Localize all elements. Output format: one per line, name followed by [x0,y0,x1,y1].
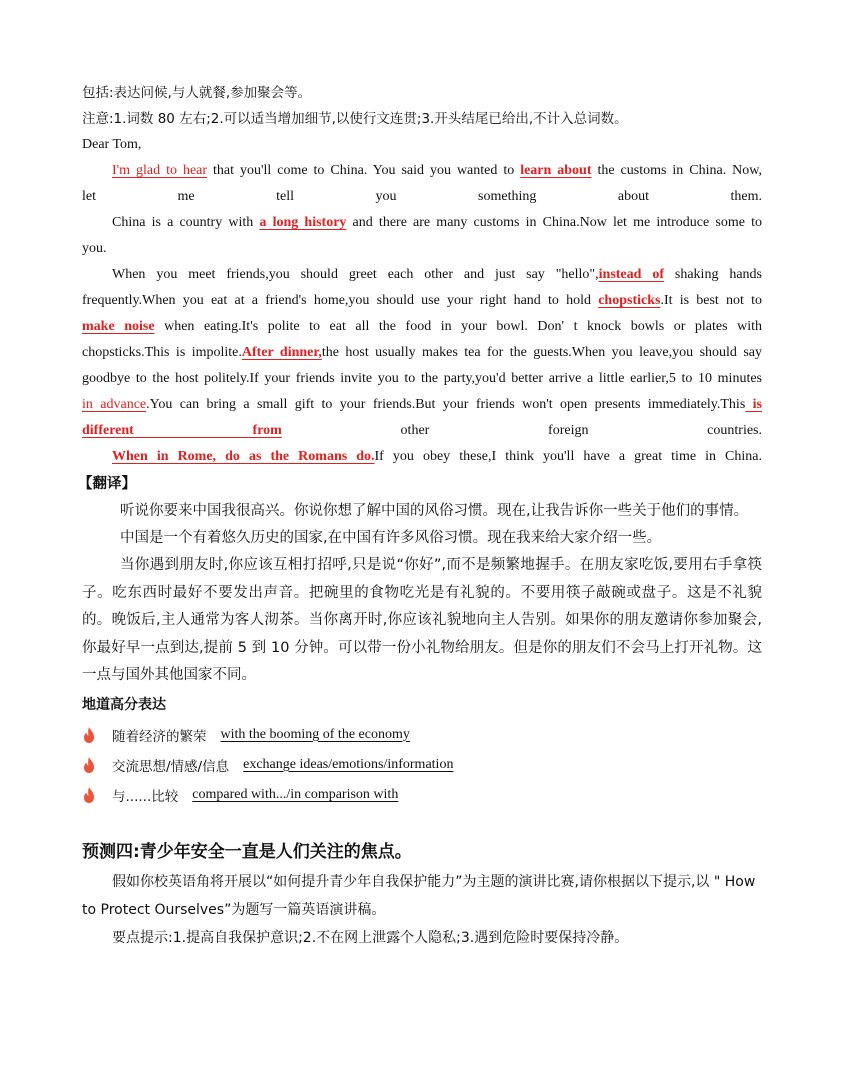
letter-paragraph-1 [82,158,762,210]
flame-icon [82,786,96,804]
translation-paragraph-3: 当你遇到朋友时,你应该互相打招呼,只是说“你好”,而不是频繁地握手。在朋友家吃饭,要用右手拿筷子。吃东西时最好不要发出声音。把碗里的食物吃光是有礼貌的。不要用筷子敲碗或盘子。这是不礼貌的。晚饭后,主人通常为客人沏茶。当你离开时,你应该礼貌地向主人告别。如果你的朋友邀请你参加聚会,你最好早一点到达,提前 5 到 10 分钟。可以带一份小礼物给朋友。但是你的朋友们不会马上打开礼物。这一点与国外其他国家不同。 [82,557,762,683]
paragraph-text: and there are many customs in China.Now let me introduce some to you. [82,215,762,256]
expression-english: with the booming of the economy [220,726,410,742]
section-heading: 预测四:青少年安全一直是人们关注的焦点。 [82,841,412,862]
letter-paragraph-3 [82,262,762,444]
translation-paragraph-2: 中国是一个有着悠久历史的国家,在中国有许多风俗习惯。现在我来给大家介绍一些。 [120,530,662,546]
paragraph-text: the customs in China. Now, let me tell you something about them. [82,163,762,204]
list-item [82,780,762,810]
translation-title: 【翻译】 [78,476,136,492]
expression-english: exchange ideas/emotions/information [243,756,454,772]
paragraph-text: the host usually makes tea for the guests.When you leave,you should say goodbye to the host politely.If your friends invite you to the party,you'd better arrive a little earlier,5 to 10 minutes [82,345,763,386]
highlight-phrase: a long history [259,215,347,230]
letter-salutation: Dear Tom, [82,137,142,152]
intro-line-2: 注意:1.词数 80 左右;2.可以适当增加细节,以使行文连贯;3.开头结尾已给出,不计入总词数。 [82,111,628,127]
expression-english: compared with.../in comparison with [192,786,399,802]
highlight-phrase: I'm glad to hear [112,163,208,178]
paragraph-text: .You can bring a small gift to your friends.But your friends won't open presents immediately.This [146,397,746,412]
intro-line-1: 包括:表达问候,与人就餐,参加聚会等。 [82,85,312,101]
highlight-phrase: After dinner, [241,345,322,360]
list-item [82,720,762,750]
paragraph-text: that you'll come to China. You said you wanted to [207,163,521,178]
letter-paragraph-2 [82,210,762,262]
flame-icon [82,756,96,774]
paragraph-text: other foreign countries. [281,423,762,438]
prediction-paragraph-1: 假如你校英语角将开展以“如何提升青少年自我保护能力”为主题的演讲比赛,请你根据以下提示,以 " How to Protect Ourselves”为题写一篇英语演讲稿。 [82,873,756,918]
paragraph-text: shaking hands frequently.When you eat at a friend's home,you should use your right hand to hold [82,267,763,308]
highlight-phrase: learn about [520,163,592,178]
paragraph-text: when eating.It's polite to eat all the food in your bowl. Don' t knock bowls or plates with chopsticks.This is impolite. [82,319,762,360]
expression-chinese: 交流思想/情感/信息 [112,758,230,775]
expression-chinese: 与......比较 [112,788,179,805]
paragraph-text: If you obey these,I think you'll have a great time in China. [374,449,762,464]
translation-paragraph-1: 听说你要来中国我很高兴。你说你想了解中国的风俗习惯。现在,让我告诉你一些关于他们的事情。 [120,503,749,519]
expressions-list [82,720,762,810]
paragraph-text: .It is best not to [660,293,762,308]
highlight-phrase: When in Rome, do as the Romans do. [112,449,375,464]
document-page [78,80,763,952]
paragraph-text: When you meet friends,you should greet each other and just say "hello", [112,267,599,282]
highlight-phrase: instead of [598,267,664,282]
expression-chinese: 随着经济的繁荣 [112,728,207,745]
flame-icon [82,726,96,744]
paragraph-text: China is a country with [112,215,260,230]
highlight-phrase: chopsticks [598,293,661,308]
highlight-phrase: is different from [82,397,762,438]
highlight-phrase: in advance [82,397,147,412]
letter-paragraph-4 [82,444,762,470]
highlight-phrase: make noise [82,319,155,334]
prediction-paragraph-2: 要点提示:1.提高自我保护意识;2.不在网上泄露个人隐私;3.遇到危险时要保持冷静。 [112,929,629,946]
expressions-title: 地道高分表达 [82,696,166,713]
list-item [82,750,762,780]
